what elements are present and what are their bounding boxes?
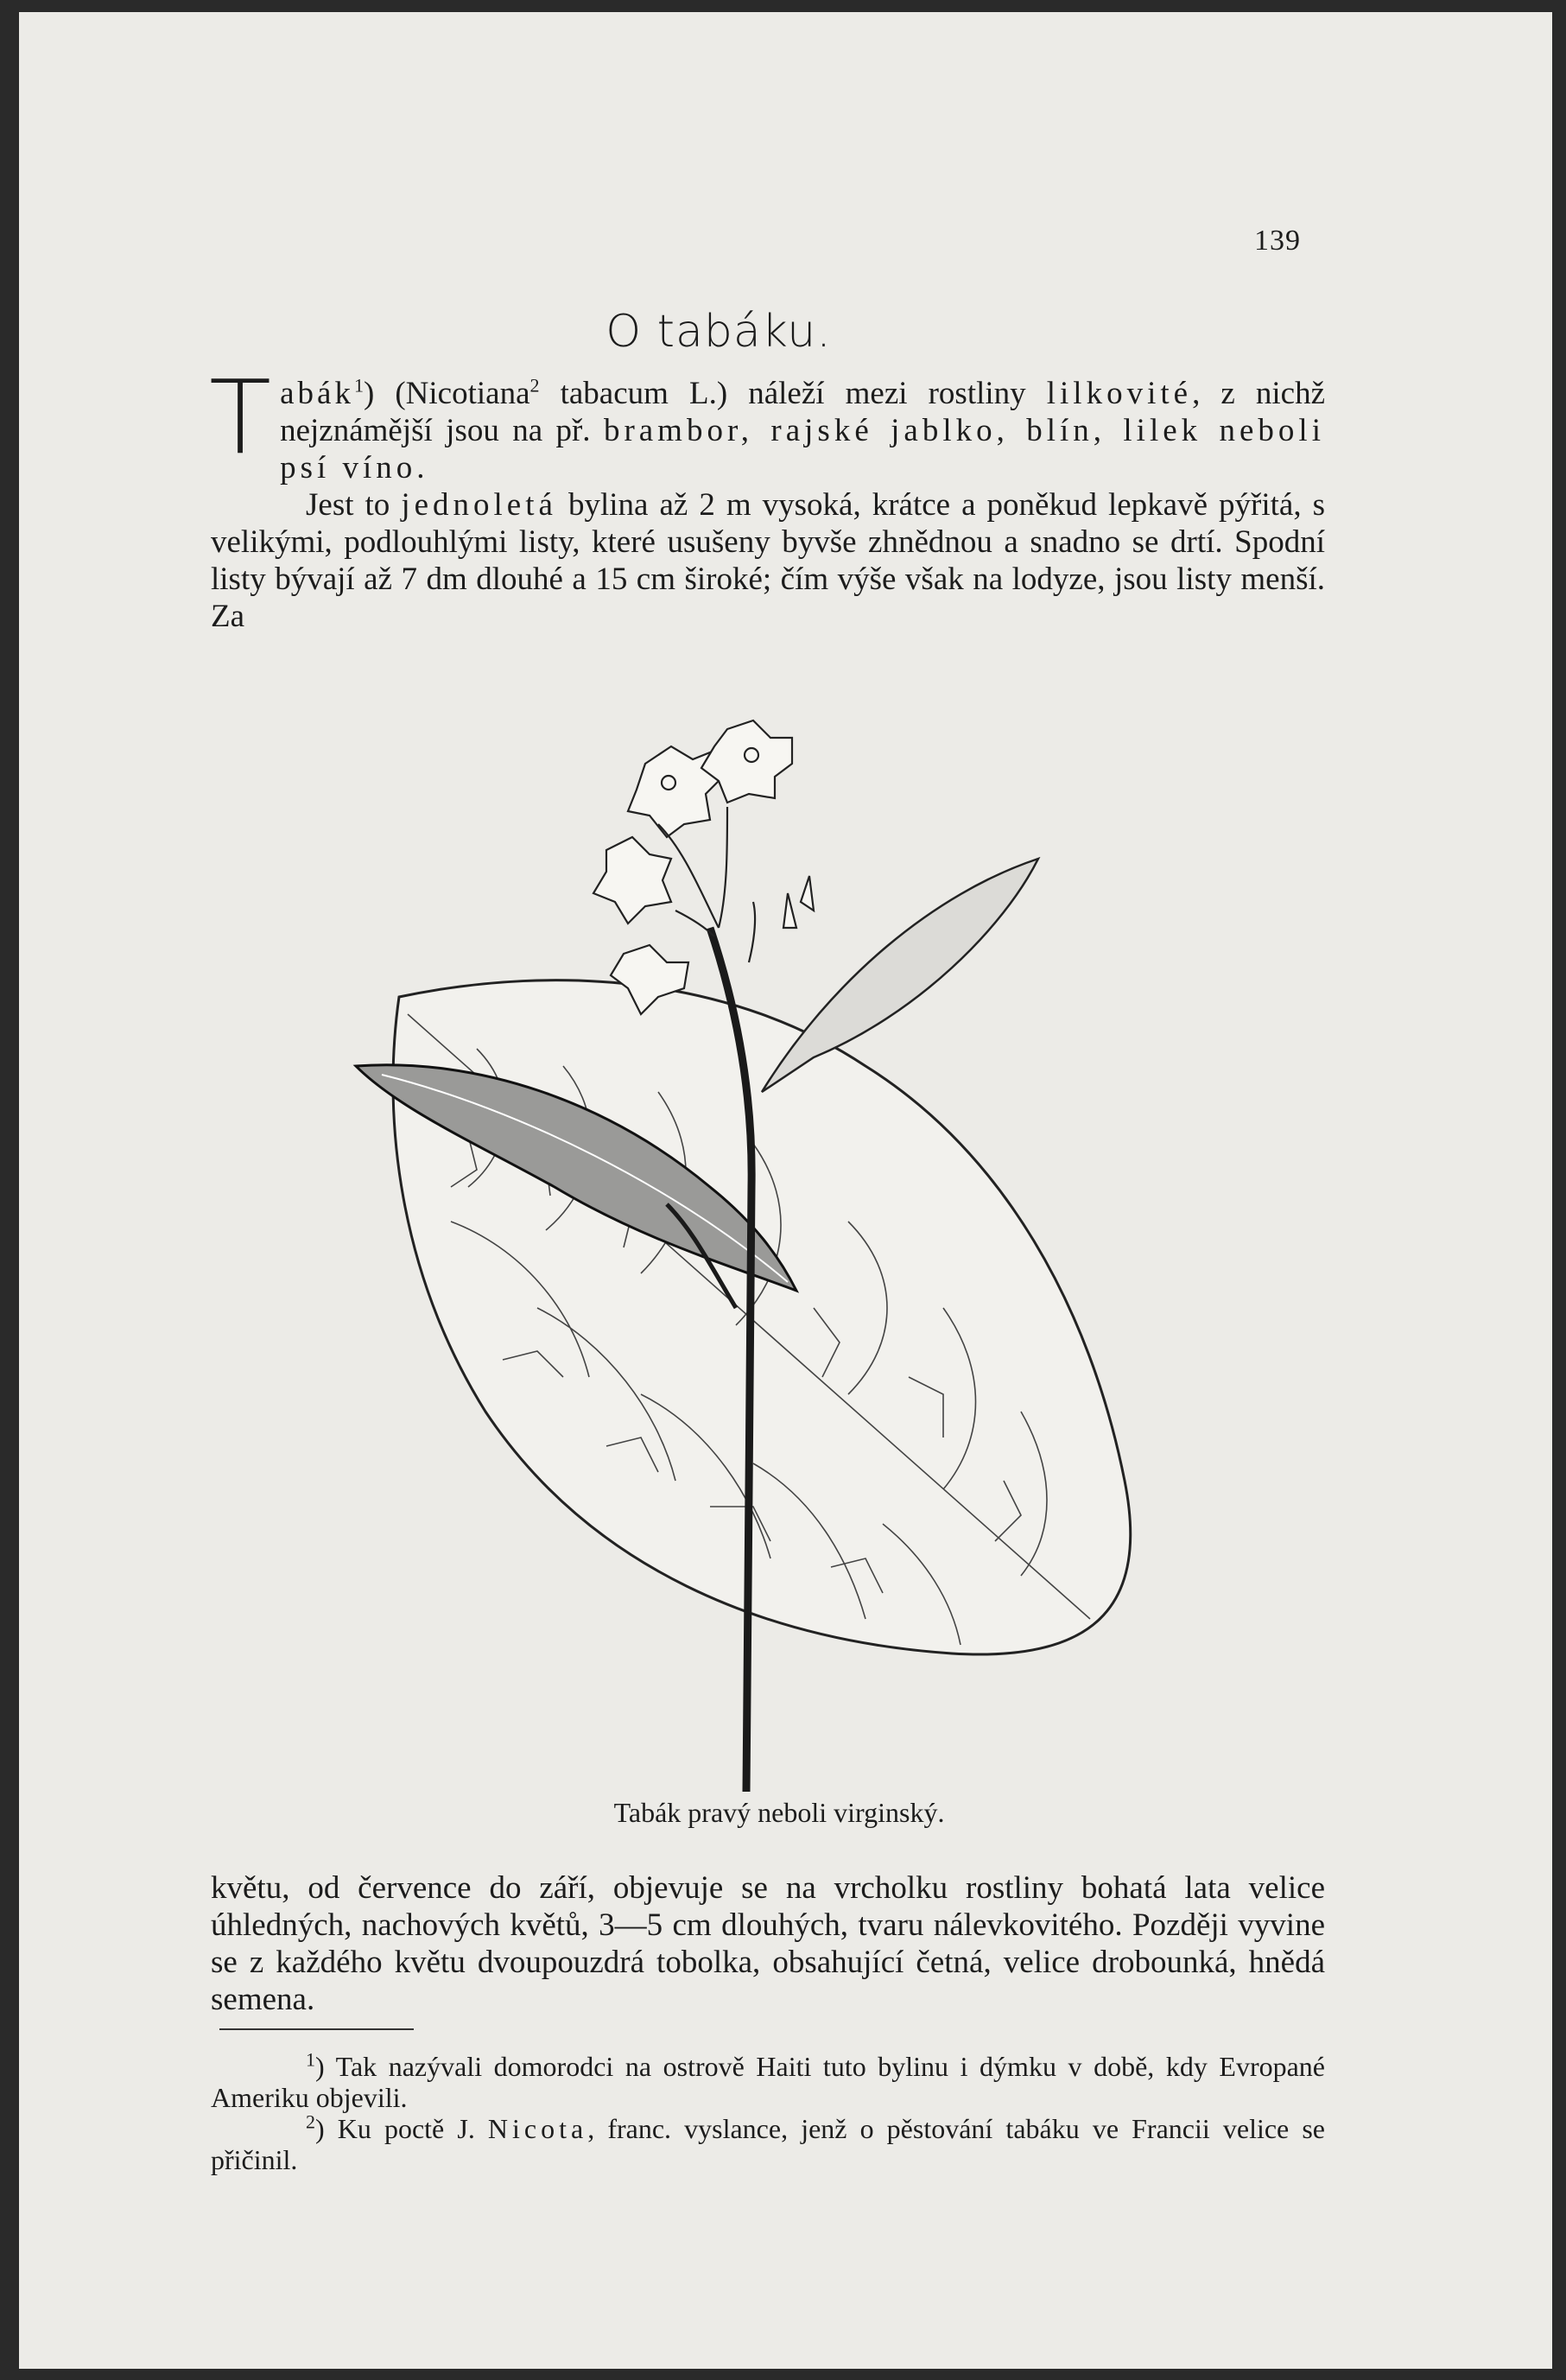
footnote-text-1: ) Tak nazývali domorodci na ostrově Haiti tuto bylinu i dýmku v době, kdy Evropané Ameriku objevili. [211,2051,1325,2113]
lead-word: abák [280,376,354,411]
emphasis-annual: jednoletá [401,487,557,523]
text-run: , z nichž nejznámější jsou na př. [280,376,1326,448]
footnote-text-2b: , franc. vyslance, jenž o pěstování tabáku ve Francii velice se přičinil. [211,2113,1326,2175]
footnote-divider [219,2028,414,2030]
figure-caption: Tabák pravý neboli virginský. [613,1797,945,1828]
footnote-text-2a: ) Ku poctě J. [315,2113,488,2144]
text-run: Jest to [306,487,402,523]
emphasis-examples: brambor, rajské jablko, blín, lilek neboli psí víno. [280,413,1325,486]
footnote-mark-1: 1 [306,2048,315,2071]
text-run: (Nicotiana [374,376,530,411]
footnote-name: Nicota [487,2113,588,2144]
footnote-ref-2: 2 [529,374,540,397]
emphasis-family: lilkovité [1046,376,1193,411]
footnote-ref-1: 1 [353,374,364,397]
paragraph-description [211,486,1325,635]
tobacco-plant-illustration [347,703,1211,1800]
drop-cap: T [209,358,272,477]
footnotes [211,2048,1326,2175]
paragraph-flowers: květu, od července do září, objevuje se na vrcholku rostliny bohatá lata velice úhledných, nachových květů, 3—5 cm dlouhých, tvaru nálevkovitého. Později vyvine se z každého květu dvoupouzdrá tobolka, obsahující četná, velice drobounká, hnědá semena. [211,1870,1325,2017]
text-run: tabacum L.) náleží mezi rostliny [539,376,1047,411]
text-run: bylina až 2 m vysoká, krátce a poněkud lepkavě pýřitá, s velikými, podlouhlými listy, které usušeny byvše zhnědnou a snadno se drtí. Spodní listy bývají až 7 dm dlouhé a 15 cm široké; čím výše však na lodyze, jsou listy menší. Za [211,487,1326,634]
book-page [19,12,1552,2369]
paragraph-intro [209,358,1326,635]
footnote-2 [211,2110,1326,2175]
footnote-mark-2: 2 [306,2110,315,2133]
flower-cluster [593,720,814,1014]
paren: ) [363,376,375,411]
page-number: 139 [1254,225,1301,257]
page-title: O tabáku. [605,306,832,358]
footnote-1 [211,2048,1325,2113]
